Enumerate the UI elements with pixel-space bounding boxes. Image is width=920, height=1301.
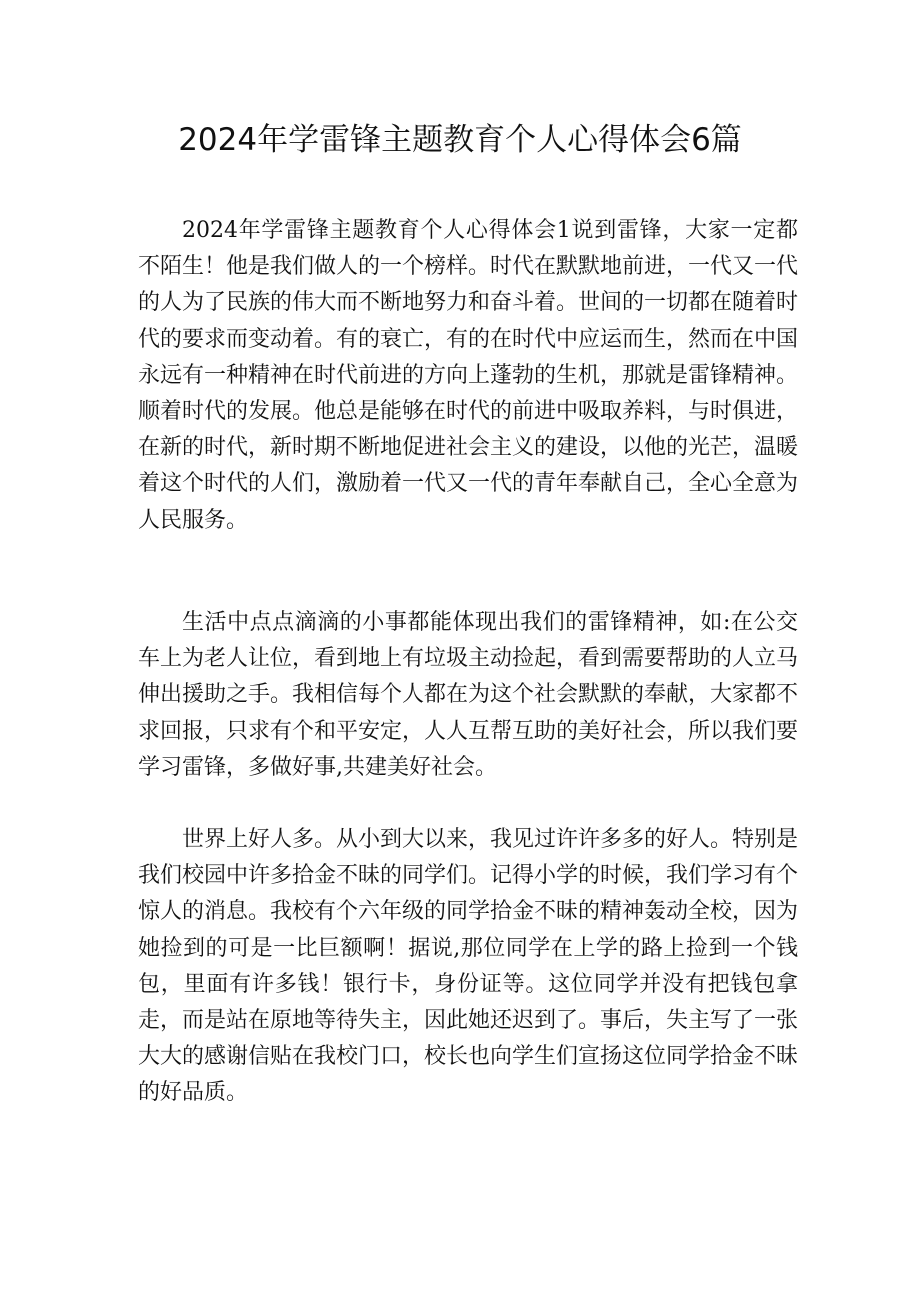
document-title: 2024年学雷锋主题教育个人心得体会6篇: [178, 122, 742, 158]
paragraph-3: 世界上好人多。从小到大以来，我见过许许多多的好人。特别是我们校园中许多拾金不昧的同学们。记得小学的时候，我们学习有个惊人的消息。我校有个六年级的同学拾金不昧的精神轰动全校，因为她捡到的可是一比巨额啊！据说,那位同学在上学的路上捡到一个钱包，里面有许多钱！银行卡，身份证等。这位同学并没有把钱包拿走，而是站在原地等待失主，因此她还迟到了。事后，失主写了一张大大的感谢信贴在我校门口，校长也向学生们宣扬这位同学拾金不昧的好品质。: [138, 827, 799, 1106]
paragraph-2: 生活中点点滴滴的小事都能体现出我们的雷锋精神，如:在公交车上为老人让位，看到地上有垃圾主动捡起，看到需要帮助的人立马伸出援助之手。我相信每个人都在为这个社会默默的奉献，大家都不求回报，只求有个和平安定，人人互帮互助的美好社会，所以我们要学习雷锋，多做好事,共建美好社会。: [138, 610, 799, 780]
paragraph-1: 2024年学雷锋主题教育个人心得体会1说到雷锋，大家一定都不陌生！他是我们做人的一个榜样。时代在默默地前进，一代又一代的人为了民族的伟大而不断地努力和奋斗着。世间的一切都在随着时代的要求而变动着。有的衰亡，有的在时代中应运而生，然而在中国永远有一种精神在时代前进的方向上蓬勃的生机，那就是雷锋精神。顺着时代的发展。他总是能够在时代的前进中吸取养料，与时俱进，在新的时代，新时期不断地促进社会主义的建设，以他的光芒，温暖着这个时代的人们，激励着一代又一代的青年奉献自己，全心全意为人民服务。: [138, 218, 799, 533]
